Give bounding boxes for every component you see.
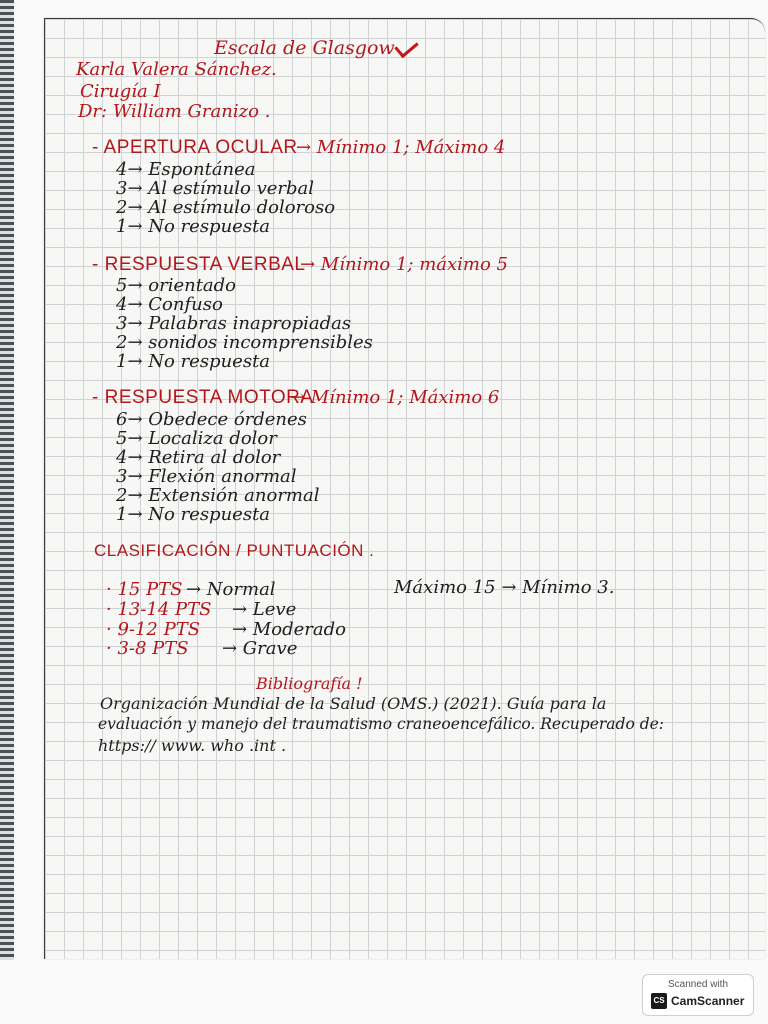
list-item: 1→ No respuesta [116, 504, 271, 525]
score-note: Máximo 15 → Mínimo 3. [394, 577, 615, 598]
list-item: 1→ No respuesta [116, 351, 271, 372]
list-item: 6→ Obedece órdenes [116, 409, 307, 430]
list-item: 3→ Palabras inapropiadas [116, 313, 352, 334]
list-item: 4→ Confuso [116, 294, 223, 315]
list-item: 2→ Extensión anormal [116, 485, 320, 506]
section-heading-verbal: - RESPUESTA VERBAL [92, 254, 306, 275]
score-range: · 9-12 PTS [106, 619, 201, 640]
author-name: Karla Valera Sánchez. [76, 59, 277, 80]
score-range: · 3-8 PTS [106, 638, 189, 659]
score-range: · 15 PTS [106, 579, 183, 600]
doctor-name: Dr: William Granizo . [78, 101, 271, 122]
list-item: 3→ Flexión anormal [116, 466, 297, 487]
bibliography-heading: Bibliografía ! [256, 674, 363, 693]
section-range-motora: → Mínimo 1; Máximo 6 [290, 387, 500, 408]
section-range-verbal: → Mínimo 1; máximo 5 [300, 254, 508, 275]
scanned-with-label: Scanned with [667, 979, 729, 990]
camscanner-badge [642, 974, 754, 1016]
bibliography-line: evaluación y manejo del traumatismo craneoencefálico. Recuperado de: [98, 715, 665, 733]
score-label: → Grave [222, 638, 298, 659]
course-name: Cirugía I [80, 81, 161, 102]
page-title: Escala de Glasgow [214, 37, 395, 59]
list-item: 4→ Espontánea [116, 159, 256, 180]
bibliography-line: Organización Mundial de la Salud (OMS.) (2021). Guía para la [100, 694, 607, 713]
section-heading-clasificacion: CLASIFICACIÓN / PUNTUACIÓN . [94, 541, 375, 560]
list-item: 2→ sonidos incomprensibles [116, 332, 373, 353]
list-item: 1→ No respuesta [116, 216, 271, 237]
camscanner-logo-icon: CS [651, 993, 667, 1009]
list-item: 5→ Localiza dolor [116, 428, 277, 449]
section-heading-motora: - RESPUESTA MOTORA [92, 387, 314, 408]
list-item: 2→ Al estímulo doloroso [116, 197, 336, 218]
score-label: → Moderado [232, 619, 346, 640]
camscanner-name: CamScanner [671, 994, 745, 1008]
score-label: → Normal [186, 579, 276, 600]
section-range-apertura: → Mínimo 1; Máximo 4 [296, 137, 506, 158]
list-item: 4→ Retira al dolor [116, 447, 281, 468]
score-label: → Leve [232, 599, 297, 620]
score-range: · 13-14 PTS [106, 599, 212, 620]
bibliography-url: https:// www. who .int . [98, 736, 287, 755]
spiral-binding [0, 0, 14, 960]
list-item: 5→ orientado [116, 275, 237, 296]
section-heading-apertura: - APERTURA OCULAR [92, 137, 298, 158]
list-item: 3→ Al estímulo verbal [116, 178, 315, 199]
